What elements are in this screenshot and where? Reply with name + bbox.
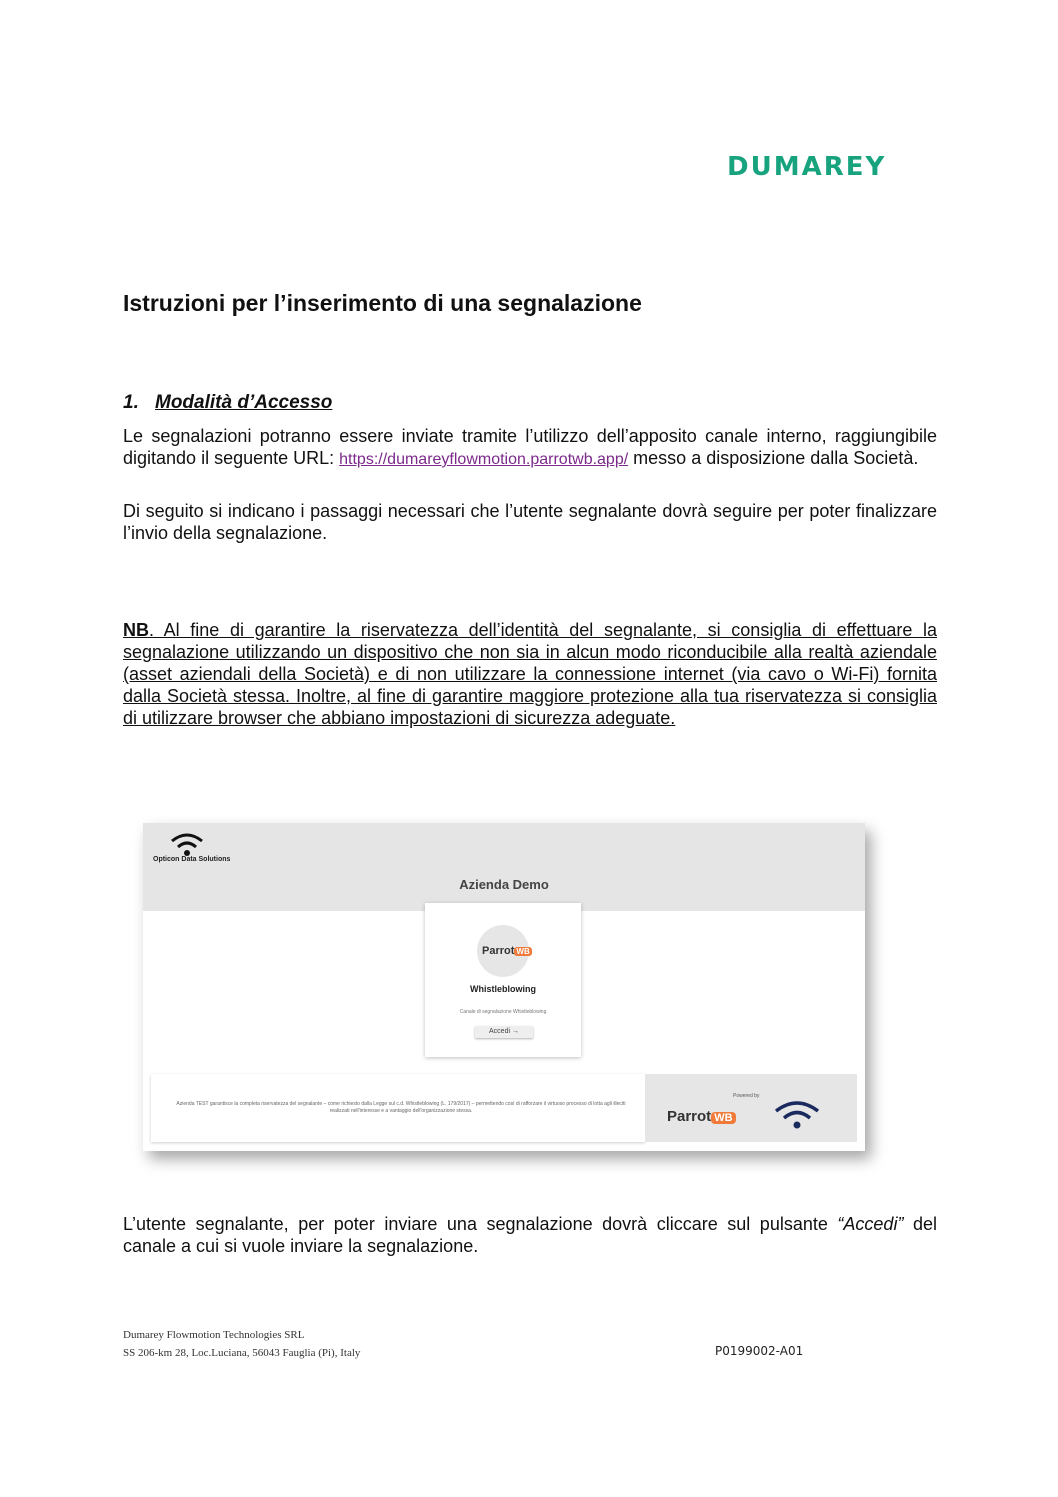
accedi-button[interactable]: Accedi → xyxy=(475,1026,533,1038)
section-number: 1. xyxy=(123,392,139,413)
parrot-wb-logo xyxy=(667,1108,736,1125)
instruction-paragraph xyxy=(123,1213,937,1257)
nb-paragraph xyxy=(123,619,937,729)
portal-company-name: Azienda Demo xyxy=(459,877,549,892)
portal-footer-powered xyxy=(645,1074,857,1142)
footer-address: SS 206-km 28, Loc.Luciana, 56043 Fauglia (Pi), Italy xyxy=(123,1347,361,1359)
instruction-text-before: L’utente segnalante, per poter inviare una segnalazione dovrà cliccare sul pulsante xyxy=(123,1214,838,1234)
instruction-text-after: del canale a cui si vuole inviare la segnalazione. xyxy=(123,1214,938,1256)
access-paragraph xyxy=(123,425,937,471)
access-text-after: messo a disposizione dalla Società. xyxy=(628,448,919,468)
portal-brand: Opticon Data Solutions xyxy=(153,856,231,863)
portal-url-link[interactable]: https://dumareyflowmotion.parrotwb.app/ xyxy=(339,451,629,468)
portal-header xyxy=(143,823,865,911)
portal-footer-info xyxy=(151,1074,645,1142)
opticon-wifi-icon xyxy=(773,1098,821,1130)
nb-label: NB xyxy=(123,620,149,640)
dumarey-logo: DUMAREY xyxy=(727,152,887,182)
wifi-icon xyxy=(169,831,205,857)
powered-by-label: Powered by xyxy=(733,1093,760,1099)
portal-footer-text: Azienda TEST garantisce la completa riservatezza del segnalante – come richiesto dalla Legge sul c.d. Whistleblowing (L. 179/2017) – permettendo così di rafforzare il virtuoso processo di lotta agli illeciti realizzati nell'interesse e a vantaggio dell'organizzazione stessa. xyxy=(176,1101,626,1114)
access-text-before: Le segnalazioni potranno essere inviate tramite l’utilizzo dell’apposito canale interno, raggiungibile digitando il seguente URL: xyxy=(123,426,937,468)
section-heading xyxy=(123,392,332,414)
document-title: Istruzioni per l’inserimento di una segnalazione xyxy=(123,290,642,316)
parrot-logo xyxy=(482,945,532,957)
parrot-wb-logo-text: Parrot xyxy=(667,1108,712,1125)
section-title: Modalità d’Accesso xyxy=(155,392,333,413)
whistleblowing-card xyxy=(425,903,581,1057)
footer-company: Dumarey Flowmotion Technologies SRL xyxy=(123,1329,305,1341)
nb-text: . Al fine di garantire la riservatezza dell’identità del segnalante, si consiglia di effettuare la segnalazione utilizzando un dispositivo che non sia in alcun modo riconducibile alla realtà aziendale (asset aziendali della Società) e di non utilizzare la connessione internet (via cavo o Wi-Fi) fornita dalla Società stessa. Inoltre, al fine di garantire maggiore protezione alla tua riservatezza si consiglia di utilizzare browser che abbiano impostazioni di sicurezza adeguate. xyxy=(123,620,937,728)
document-code: P0199002-A01 xyxy=(715,1344,804,1358)
portal-screenshot xyxy=(143,823,865,1151)
card-title: Whistleblowing xyxy=(470,984,536,994)
parrot-logo-text: Parrot xyxy=(482,945,515,957)
steps-paragraph: Di seguito si indicano i passaggi necessari che l’utente segnalante dovrà seguire per poter finalizzare l’invio della segnalazione. xyxy=(123,501,937,543)
parrot-logo-badge: WB xyxy=(516,947,530,956)
instruction-emphasis: “Accedi” xyxy=(837,1214,904,1234)
parrot-wb-logo-badge: WB xyxy=(711,1112,735,1124)
card-description: Canale di segnalazione Whistleblowing xyxy=(459,1009,547,1015)
